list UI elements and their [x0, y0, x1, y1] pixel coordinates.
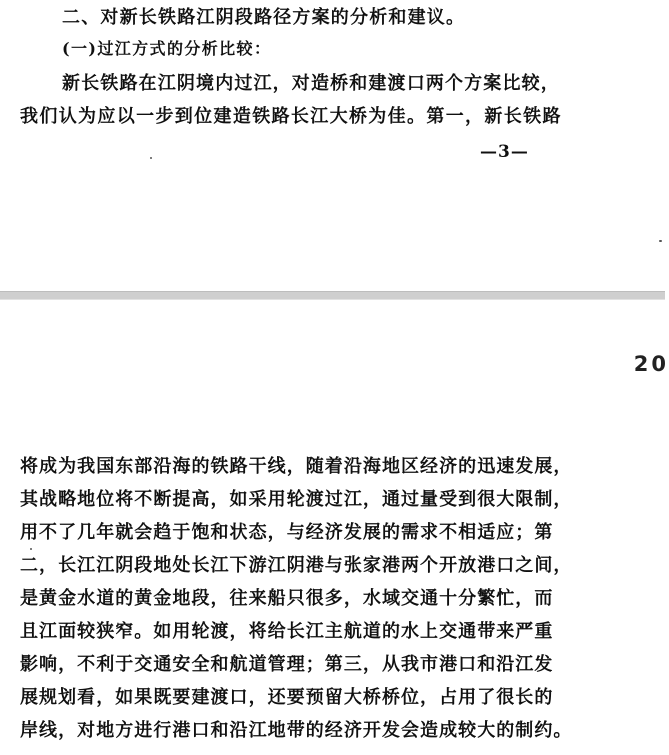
scan-speck: [659, 240, 662, 242]
paragraph-line: 展规划看，如果既要建渡口，还要预留大桥桥位，占用了很长的: [20, 687, 554, 708]
subsection-heading: (一)过江方式的分析比较：: [62, 39, 272, 58]
paragraph-line: 岸线，对地方进行港口和沿江地带的经济开发会造成较大的制约。: [20, 720, 573, 741]
paragraph-line: 用不了几年就会趋于饱和状态，与经济发展的需求不相适应；第: [20, 522, 554, 543]
corner-page-number: 20: [633, 352, 669, 376]
section-heading: 二、对新长铁路江阴段路径方案的分析和建议。: [62, 7, 466, 28]
scan-speck: [150, 157, 152, 159]
page-separator: [0, 291, 665, 300]
document-page-bottom: [0, 300, 669, 755]
paragraph-line: 将成为我国东部沿海的铁路干线，随着沿海地区经济的迅速发展，: [20, 456, 573, 477]
paragraph-line: 新长铁路在江阴境内过江，对造桥和建渡口两个方案比较，: [62, 73, 560, 94]
page-number: —3—: [480, 142, 529, 162]
paragraph-line: 二，长江江阴段地处长江下游江阴港与张家港两个开放港口之间，: [20, 555, 573, 576]
paragraph-line: 影响，不利于交通安全和航道管理；第三，从我市港口和沿江发: [20, 654, 554, 675]
paragraph-line: 其战略地位将不断提高，如采用轮渡过江，通过量受到很大限制，: [20, 489, 573, 510]
document-page-top: [0, 0, 665, 291]
paragraph-line: 我们认为应以一步到位建造铁路长江大桥为佳。第一，新长铁路: [20, 106, 562, 127]
paragraph-line: 是黄金水道的黄金地段，往来船只很多，水域交通十分繁忙，而: [20, 588, 554, 609]
paragraph-line: 且江面较狭窄。如用轮渡，将给长江主航道的水上交通带来严重: [20, 621, 554, 642]
scan-speck: [30, 548, 32, 550]
